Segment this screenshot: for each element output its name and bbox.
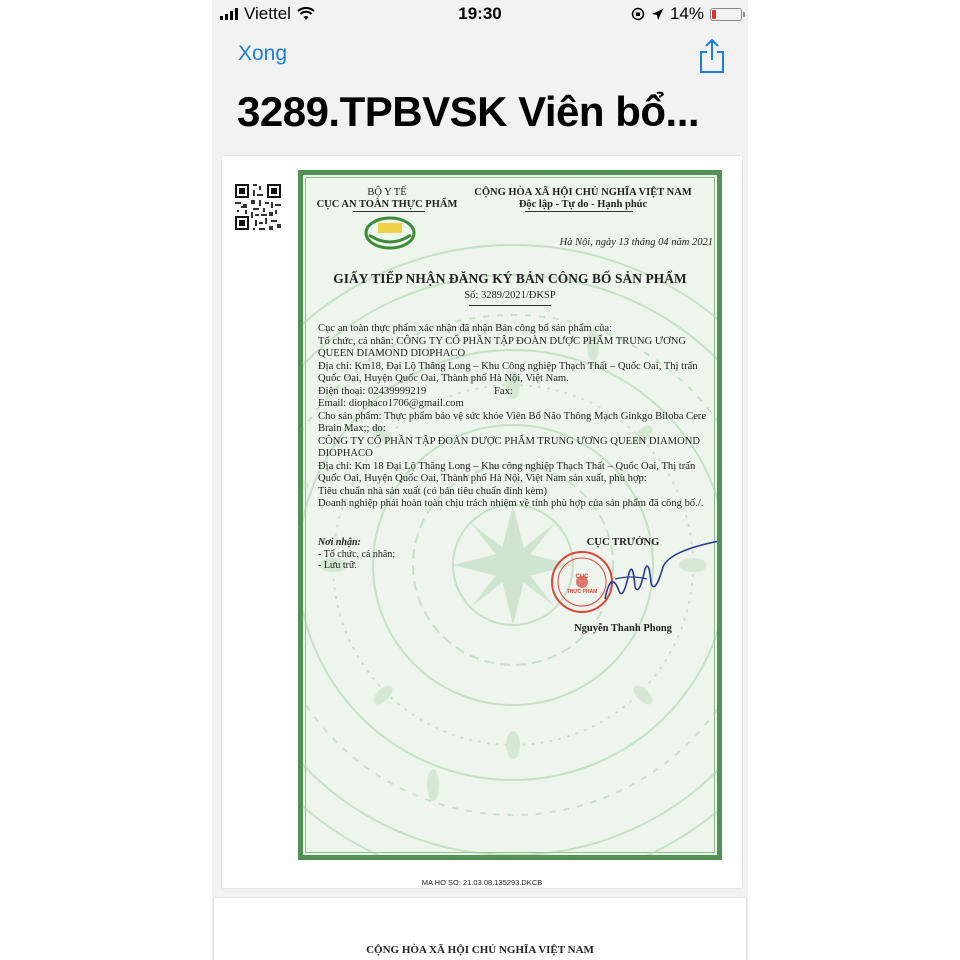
issuer-block	[307, 187, 467, 211]
pdf-page[interactable]	[222, 156, 742, 888]
country-line1: CỘNG HÒA XÃ HỘI CHỦ NGHĨA VIỆT NAM	[474, 187, 692, 198]
clock: 19:30	[458, 4, 502, 23]
battery-icon	[710, 8, 742, 21]
issue-date: Hà Nội, ngày 13 tháng 04 năm 2021	[559, 237, 713, 248]
qr-code-icon	[233, 182, 283, 232]
responsibility-text: Doanh nghiệp phải hoàn toàn chịu trách nhiệm về tính phù hợp của sản phẩm đã công bố./.	[318, 498, 704, 509]
page2-title: CỘNG HÒA XÃ HỘI CHỦ NGHĨA VIỆT NAM	[366, 944, 594, 956]
done-button[interactable]: Xong	[238, 42, 288, 65]
number-underline	[469, 305, 551, 306]
orientation-lock-icon	[631, 7, 645, 21]
svg-text:CỤC: CỤC	[575, 574, 589, 580]
nav-bar	[212, 28, 748, 84]
recipients-label: Nơi nhận:	[318, 537, 361, 548]
address-text: Địa chỉ: Km18, Đại Lộ Thăng Long – Khu Công nghiệp Thạch Thất – Quốc Oai, Thị trấn Quốc Oai, Huyện Quốc Oai, Thành phố Hà Nội, Việt Nam.	[318, 360, 698, 384]
status-bar	[212, 0, 748, 28]
signature	[601, 539, 721, 615]
vfa-logo	[363, 213, 417, 253]
signer-name: Nguyễn Thanh Phong	[574, 623, 672, 634]
fax-text: Fax:	[494, 385, 513, 397]
location-icon	[651, 8, 664, 21]
organization-text: Tổ chức, cá nhân: CÔNG TY CỔ PHẦN TẬP ĐOÀN DƯỢC PHẨM TRUNG ƯƠNG QUEEN DIAMOND DIOPHACO	[318, 335, 687, 359]
intro-text: Cục an toàn thực phẩm xác nhận đã nhận Bản công bố sản phẩm của:	[318, 323, 613, 334]
signer-title: CỤC TRƯỞNG	[586, 537, 660, 548]
email-text: Email: diophaco1706@gmail.com	[318, 398, 464, 409]
country-block	[453, 187, 713, 211]
phone-text: Điện thoại: 02439999219	[318, 385, 427, 397]
certificate-body	[318, 323, 714, 511]
issuer-line2: CỤC AN TOÀN THỰC PHẨM	[316, 199, 458, 210]
standard-text: Tiêu chuẩn nhà sản xuất (có bản tiêu chuẩn đính kèm)	[318, 485, 548, 497]
battery-percent: 14%	[669, 4, 704, 23]
certificate-title: GIẤY TIẾP NHẬN ĐĂNG KÝ BẢN CÔNG BỐ SẢN PHẨM	[333, 271, 687, 286]
pdf-page-2[interactable]	[214, 898, 746, 960]
document-title: 3289.TPBVSK Viên bổ...	[237, 88, 700, 135]
issuer-underline	[353, 211, 425, 212]
certificate	[298, 170, 722, 860]
carrier-label: Viettel	[244, 4, 291, 23]
recipient-1: - Tổ chức, cá nhân;	[318, 548, 396, 560]
certificate-text	[303, 175, 717, 855]
manufacturer-text: CÔNG TY CỔ PHẦN TẬP ĐOÀN DƯỢC PHẨM TRUNG ƯƠNG QUEEN DIAMOND DIOPHACO	[318, 435, 701, 459]
issuer-line1: BỘ Y TẾ	[367, 187, 407, 198]
product-text: Cho sản phẩm: Thực phẩm bảo vệ sức khỏe Viên Bổ Não Thông Mạch Ginkgo Biloba Cere Brain Max;; do:	[318, 410, 707, 434]
share-icon[interactable]	[698, 38, 726, 74]
svg-text:THỰC PHẨM: THỰC PHẨM	[566, 589, 598, 595]
country-line2: Độc lập - Tự do - Hạnh phúc	[518, 199, 648, 210]
phone-fax-row	[318, 386, 714, 399]
motto-underline	[525, 211, 633, 212]
status-right	[631, 4, 742, 24]
recipients-block	[318, 537, 458, 572]
page-footer: MA HO SO: 21.03.08.135293.DKCB	[421, 878, 543, 887]
recipient-2: - Lưu trữ.	[318, 560, 357, 571]
certificate-number: Số: 3289/2021/ĐKSP	[464, 290, 556, 301]
phone-screen	[212, 0, 748, 960]
battery-level	[712, 10, 716, 19]
manufacturer-address-text: Địa chỉ: Km 18 Đại Lộ Thăng Long – Khu công nghiệp Thạch Thất – Quốc Oai, Thị trấn Quốc Oai, Huyện Quốc Oai, Thành phố Hà Nội, Việt Nam sản xuất, phù hợp:	[318, 460, 696, 484]
